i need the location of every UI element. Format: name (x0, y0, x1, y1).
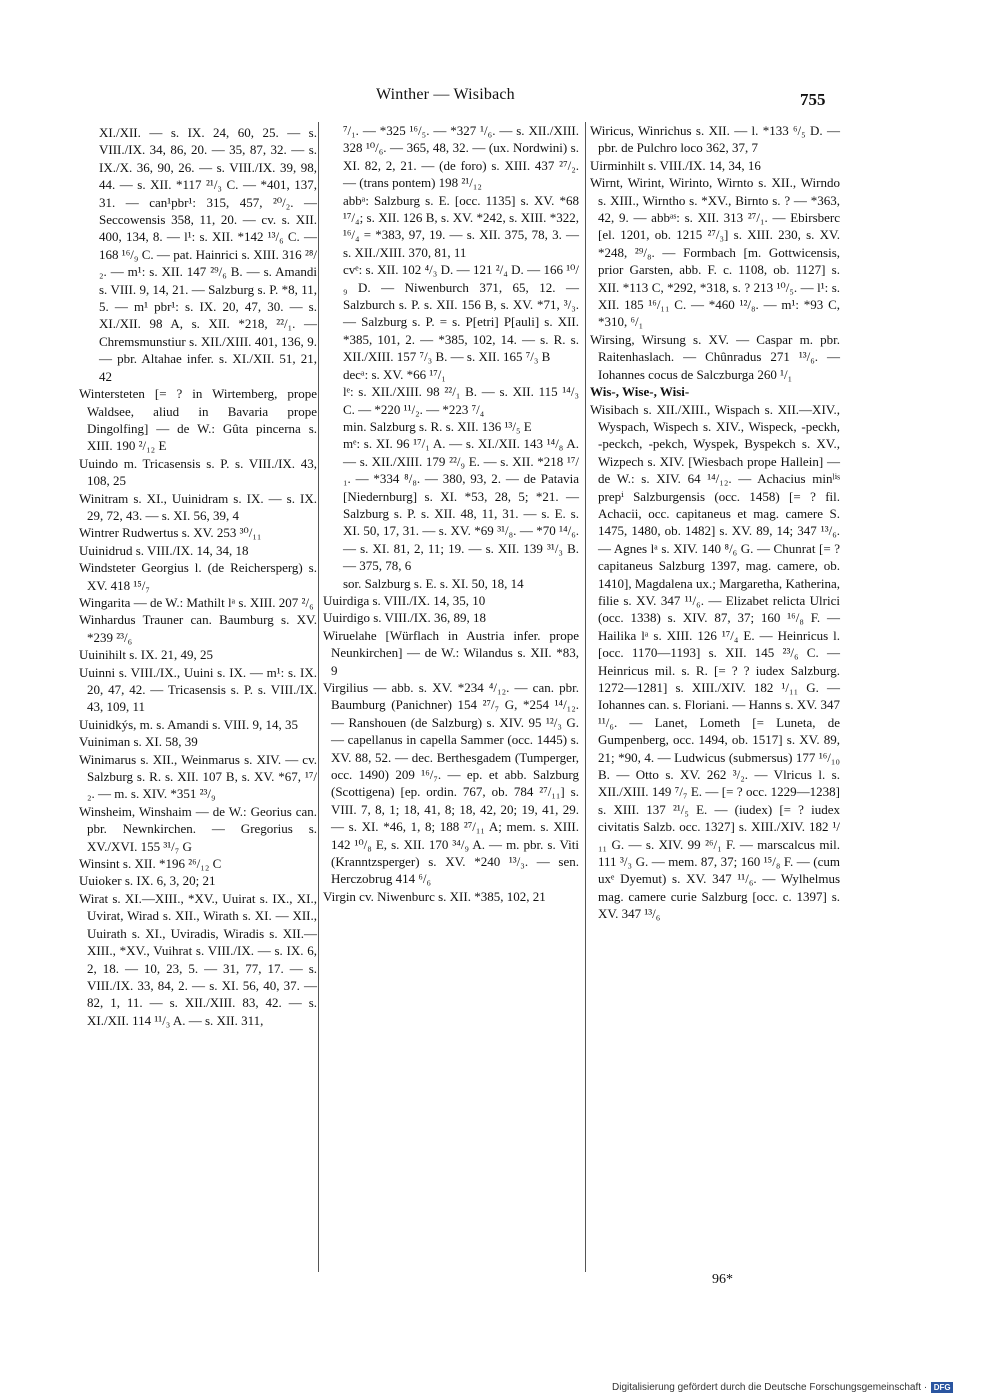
entry-paragraph: Winimarus s. XII., Weinmarus s. XIV. — cv. Salzburg s. R. s. XII. 107 B, s. XV. *67, ¹⁷/₂. — m. s. XIV. *351 ²³/₉ (79, 751, 317, 802)
entry-paragraph: Wisibach s. XII./XIII., Wispach s. XII.—XIV., Wyspach, Wispech s. XIV., Wispeck, -peckh, -peckch, -pekch, Wyspek, Byspekch s. XV., Wizpech s. XIV. [Wiesbach prope Hallein] — de W.: s. XIV. 64 ¹⁴/₁₂. — Achacius minˡⁱˢ prepⁱ Salzburgensis (occ. 1458) [= ? fil. Achacii, occ. capitaneus et mag. camere S. 1475, 1480, ob. 1482] s. XV. 89, 14; 347 ¹³/₆. — Agnes lᵃ s. XIV. 140 ⁸/₆ G. — Chunrat [= ? capitaneus Salzburg 1397, mag. camere, ob. 1410], Magdalena ux.; Margaretha, Katherina, filie s. XV. 347 ¹¹/₆. — Elizabet relicta Ulrici (occ. 1338) s. XIV. 87, 37; 160 ¹⁶/₈ F. — Hailika lᵃ s. XIII. 126 ¹⁷/₄ E. — Heinricus l. [occ. 1170—1193] s. XII. 145 ²³/₆ C. — Heinricus mil. s. R. [= ? ? iudex Salzburg. 1272—1281] s. XIII./XIV. 182 ¹/₁₁ G. — Iohannes can. s. Floriani. — Hanns s. XV. 347 ¹¹/₆. — Lanet, Lometh [= Luneta, de Gumpenberg, occ. 1494, ob. 1517] s. XV. 89, 21; *90, 4. — Ludwicus (submersus) 177 ¹⁶/₁₀ B. — Otto s. XV. 262 ³/₂. — Vlricus l. s. XII./XIII. 149 ⁷/₇ E. — [= ? occ. 1229—1238] s. XIII. 137 ²¹/₅ E. — (iudex) [= ? iudex civitatis Salzb. occ. 1327] s. XIII./XIV. 182 ¹/₁₁ G. — s. XIV. 99 ²⁶/₁ F. — marscalcus mil. 111 ³/₃ G. — mem. 87, 37; 160 ¹⁵/₈ F. — (cum uxᵉ Dyemut) s. XV. 347 ¹¹/₆. — Wylhelmus mag. camere curie Salzburg [occ. c. 1397] s. XV. 347 ¹³/₆ (590, 401, 840, 922)
entry-paragraph: Wingarita — de W.: Mathilt lᵃ s. XIII. 207 ²/₆ (79, 594, 314, 610)
entry-paragraph: Uuinni s. VIII./IX., Uuini s. IX. — m¹: s. IX. 20, 47, 42. — Tricasensis s. P. s. VIII./IX. 43, 109, 11 (79, 664, 317, 715)
entry-paragraph: Wirnt, Wirint, Wirinto, Wirnto s. XII., Wirndo s. XIII., Wirntho s. *XV., Birnto s. ? — *363, 42, 9. — abbᵃˢ: s. XII. 313 ²⁷/₁. — Ebirsberc [el. 1201, ob. 1215 ²⁷/₃] s. XIII. 230, s. XV. *248, ²⁹/₈. — Formbach [m. Gottwicensis, prior Garsten, abb. F. c. 1108, ob. 1127] s. XII. *113 C, *292, *318, s. ? 213 ¹⁰/₅. — l¹: s. XII. 185 ¹⁶/₁₁ C. — *460 ¹²/₈. — m¹: *93 C, *310, ⁶/₁ (590, 175, 840, 330)
entry-paragraph: XI./XII. — s. IX. 24, 60, 25. — s. VIII./IX. 34, 86, 20. — 35, 87, 32. — s. IX./X. 36, 90, 26. — s. VIII./IX. 39, 98, 44. — s. XII. *117 ²¹/₃ C. — *401, 137, 31. — can¹pbr¹: 315, 457, ²⁰/₂. — Seccowensis 358, 11, 20. — cv. s. XII. 400, 134, 8. — l¹: s. XII. *142 ¹³/₆ C. — 168 ¹⁶/₉ C. — pat. Hainrici s. XIII. 316 ²⁸/₂. — m¹: s. XII. 147 ²⁹/₆ B. — s. Amandi s. VIII. 9, 14, 21. — Salzburg s. P. *8, 11, 5. — m¹ pbr¹: s. IX. 20, 47, 30. — s. XI./XII. 98 A, s. XII. *218, ²²/₁. — Chremsmunstiur s. XII./XIII. 401, 136, 9. — pbr. Altahae infer. s. XI./XII. 51, 21, 42 (99, 125, 317, 384)
entry-paragraph: mᵉ: s. XI. 96 ¹⁷/₁ A. — s. XI./XII. 143 ¹⁴/₈ A. — s. XII./XIII. 179 ²²/₉ E. — s. XII. *218 ¹⁷/₁. — *334 ⁸/₈. — 380, 93, 2. — de Patavia [Niedernburg] s. XI. *53, 28, 5; *21. — Salzburg s. P. s. XII. 48, 11, 31. — s. E. s. XI. 50, 17, 31. — s. XV. *69 ³¹/₈. — *70 ¹⁴/₆. — s. XI. 81, 2, 11; 19. — s. XII. 139 ³¹/₃ B. — 375, 78, 6 (343, 436, 579, 574)
entry-paragraph: Uuirdigo s. VIII./IX. 36, 89, 18 (323, 610, 486, 626)
entry-paragraph: Uuinidkýs, m. s. Amandi s. VIII. 9, 14, 35 (79, 716, 298, 732)
entry-paragraph: Wirsing, Wirsung s. XV. — Caspar m. pbr. Raitenhaslach. — Chûnradus 271 ¹³/₆. — Iohannes cocus de Salczburga 260 ¹/₁ (590, 331, 840, 382)
column-left (79, 124, 317, 1029)
entry-paragraph: cvᵉ: s. XII. 102 ⁴/₃ D. — 121 ²/₄ D. — 166 ¹⁰/₉ D. — Niwenburch 371, 65, 12. — Salzburch s. P. s. XII. 156 B, s. XV. *71, ³/₃. — Salzburg s. P. = s. P[etri] P[auli] s. XII. *385, 101, 2. — *385, 102, 14. — s. R. s. XII./XIII. 157 ⁷/₃ B. — s. XII. 165 ⁷/₃ B (343, 262, 579, 365)
entry-paragraph: Winsheim, Winshaim — de W.: Georius can. pbr. Newnkirchen. — Gregorius s. XV./XVI. 155 ³¹/₇ G (79, 803, 317, 854)
entry-paragraph: Wintersteten [= ? in Wirtemberg, prope Waldsee, aliud in Bavaria prope Dingolfing] — de W.: Gûta pincerna s. XIII. 190 ²/₁₂ E (79, 386, 317, 454)
entry-paragraph: Virgilius — abb. s. XV. *234 ⁴/₁₂. — can. pbr. Baumburg (Panichner) 154 ²⁷/₇ G, *254 ¹⁴/₁₂. — Ranshouen (de Salzburg) s. XIV. 95 ¹²/₃ G. — capellanus in capella Sammer (occ. 1445) s. XV. 88, 52. — dec. Berthesgadem (Tumperger, occ. 1490) 209 ¹⁶/₇. — ep. et abb. Salzburg (Scottigena) [ep. ordin. 767, ob. 784 ²⁷/₁₁] s. VIII. 7, 8, 1; 18, 41, 8; 18, 42, 20; 19, 41, 29. — s. XI. *46, 1, 8; 188 ²⁷/₁₁ A; mem. s. XIII. 142 ¹⁰/₈ E, s. XII. 170 ³⁴/₉ A. — m. pbr. s. Viti (Kranntzsperger) s. XV. *240 ¹³/₃. — sen. Herczobrug 414 ⁶/₆ (323, 680, 579, 887)
section-heading: Wis-, Wise-, Wisi- (590, 384, 690, 400)
entry-paragraph: Uuinihilt s. IX. 21, 49, 25 (79, 647, 213, 663)
column-right (585, 122, 840, 1272)
entry-paragraph: Uirminhilt s. VIII./IX. 14, 34, 16 (590, 157, 761, 173)
entry-paragraph: Winsint s. XII. *196 ²⁶/₁₂ C (79, 856, 222, 872)
signature-mark: 96* (712, 1272, 733, 1287)
entry-paragraph: Virgin cv. Niwenburc s. XII. *385, 102, 21 (323, 888, 546, 904)
entry-paragraph: Uuinidrud s. VIII./IX. 14, 34, 18 (79, 542, 249, 558)
entry-paragraph: Vuiniman s. XI. 58, 39 (79, 734, 198, 750)
dfg-logo-icon: DFG (931, 1382, 953, 1393)
entry-paragraph: sor. Salzburg s. E. s. XI. 50, 18, 14 (343, 575, 524, 591)
entry-paragraph: min. Salzburg s. R. s. XII. 136 ¹³/₅ E (343, 418, 532, 434)
entry-paragraph: Uuioker s. IX. 6, 3, 20; 21 (79, 873, 216, 889)
page-number: 755 (800, 90, 826, 109)
entry-paragraph: Wiricus, Winrichus s. XII. — l. *133 ⁶/₅ D. — pbr. de Pulchro loco 362, 37, 7 (590, 123, 840, 156)
entry-paragraph: Wintrer Rudwertus s. XV. 253 ³⁰/₁₁ (79, 525, 262, 541)
entry-paragraph: abbᵃ: Salzburg s. E. [occ. 1135] s. XV. *68 ¹⁷/₄; s. XII. 126 B, s. XV. *242, s. XIII. *322, ¹⁶/₄ = *383, 97, 19. — s. XII. 375, 78, 3. — s. XII./XIII. 370, 81, 11 (343, 192, 579, 260)
entry-paragraph: Uuindo m. Tricasensis s. P. s. VIII./IX. 43, 108, 25 (79, 455, 317, 489)
funding-credit (612, 1382, 953, 1393)
entry-paragraph: lᵉ: s. XII./XIII. 98 ²²/₁ B. — s. XII. 115 ¹⁴/₃ C. — *220 ¹¹/₂. — *223 ⁷/₄ (343, 384, 579, 417)
entry-paragraph: decᵃ: s. XV. *66 ¹⁷/₁ (343, 366, 446, 382)
running-header: Winther — Wisibach (376, 86, 515, 103)
entry-paragraph: ⁷/₁. — *325 ¹⁶/₅. — *327 ¹/₆. — s. XII./XIII. 328 ¹⁰/₆. — 365, 48, 32. — (ux. Nordwini) s. XI. 82, 2, 21. — (de foro) s. XIII. 437 ²⁷/₂. — (trans pontem) 198 ²¹/₁₂ (343, 123, 579, 191)
entry-paragraph: Winitram s. XI., Uuinidram s. IX. — s. IX. 29, 72, 43. — s. XI. 56, 39, 4 (79, 490, 317, 523)
entry-paragraph: Winhardus Trauner can. Baumburg s. XV. *239 ²³/₆ (79, 612, 317, 645)
entry-paragraph: Wiruelahe [Würflach in Austria infer. prope Neunkirchen] — de W.: Wilandus s. XII. *83, 9 (323, 627, 579, 678)
entry-paragraph: Uuirdiga s. VIII./IX. 14, 35, 10 (323, 592, 486, 608)
credit-text: Digitalisierung gefördert durch die Deutsche Forschungsgemeinschaft · (612, 1382, 928, 1394)
entry-paragraph: Windsteter Georgius l. (de Reichersperg) s. XV. 418 ¹⁵/₇ (79, 560, 317, 593)
column-middle (318, 122, 579, 1272)
entry-paragraph: Wirat s. XI.—XIII., *XV., Uuirat s. IX., XI., Uvirat, Wirad s. XII., Wirath s. XI. — XII., Uuirath s. XI., Uviradis, Wiradis s. XII.— XIII., *XV., Vuihrat s. VIII./IX. — s. IX. 6, 2, 18. — 10, 23, 5. — 31, 77, 17. — s. VIII./IX. 33, 84, 2. — s. XI. 56, 40, 37. — 82, 1, 11. — s. XII./XIII. 83, 42. — s. XI./XII. 114 ¹¹/₃ A. — s. XII. 311, (79, 890, 317, 1028)
